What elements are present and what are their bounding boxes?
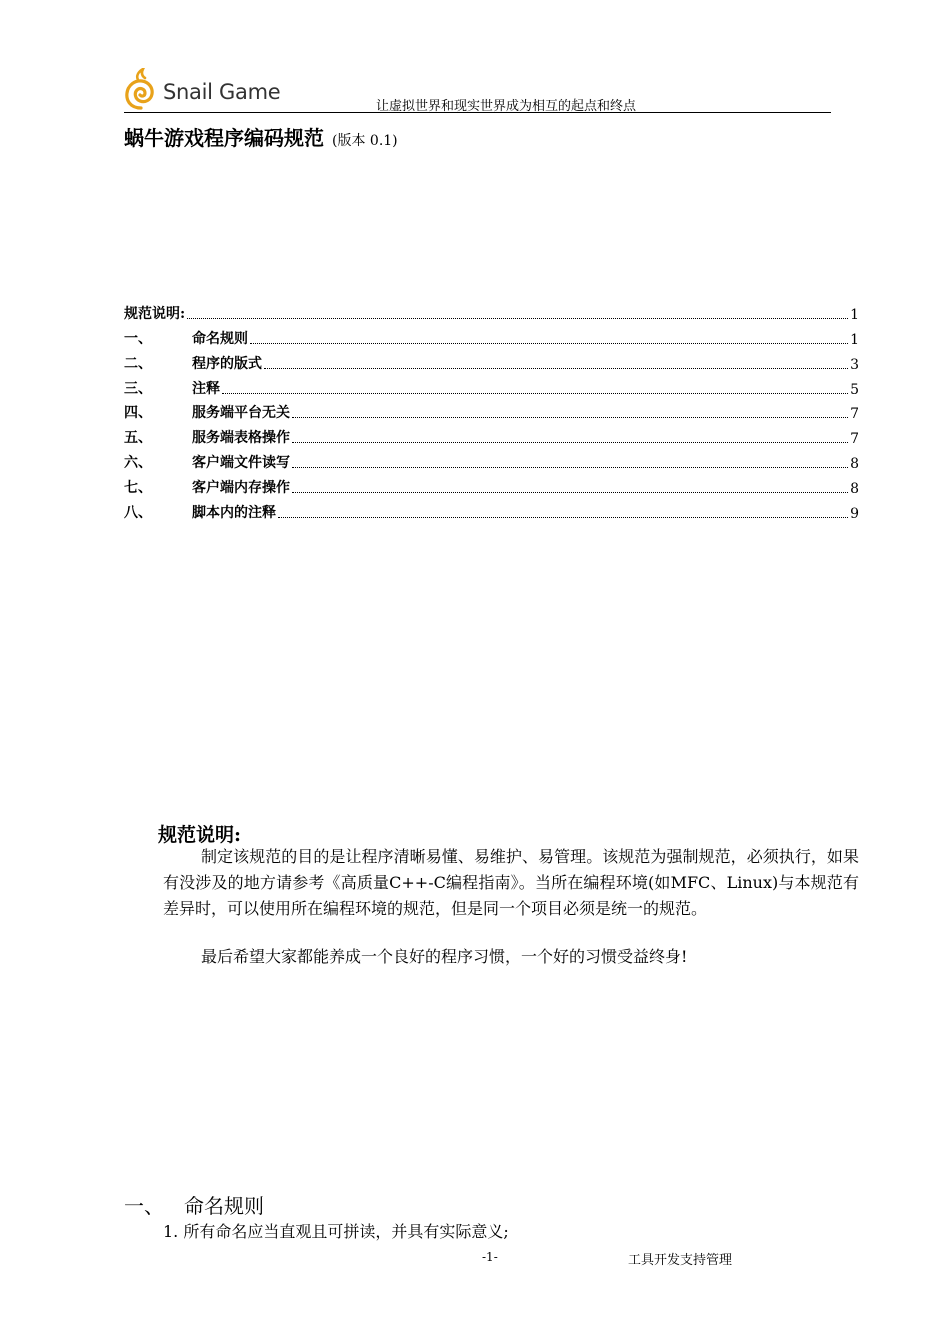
toc-entry[interactable]	[124, 348, 859, 373]
toc-entry[interactable]	[124, 497, 859, 522]
toc-leader	[292, 442, 848, 443]
toc-page-number: 7	[850, 431, 859, 448]
section-heading	[124, 1190, 264, 1219]
toc-number: 六、	[124, 455, 152, 472]
snail-game-logo	[124, 68, 294, 110]
toc-label: 服务端表格操作	[192, 430, 290, 447]
toc-entry[interactable]	[124, 298, 859, 323]
toc-leader	[187, 318, 848, 319]
toc-leader	[250, 343, 848, 344]
toc-entry[interactable]	[124, 422, 859, 447]
toc-label: 程序的版式	[192, 355, 262, 372]
toc-leader	[264, 368, 848, 369]
toc-number: 一、	[124, 330, 152, 347]
snail-spiral-icon	[124, 68, 158, 110]
toc-page-number: 9	[850, 506, 859, 523]
logo-text: Snail Game	[163, 80, 281, 104]
spec-heading: 规范说明:	[158, 824, 242, 846]
table-of-contents	[124, 298, 859, 522]
toc-number: 四、	[124, 405, 152, 422]
spec-closing-paragraph: 最后希望大家都能养成一个良好的程序习惯，一个好的习惯受益终身!	[201, 947, 688, 966]
toc-leader	[292, 467, 848, 468]
spec-paragraph: 制定该规范的目的是让程序清晰易懂、易维护、易管理。该规范为强制规范，必须执行，如果有没涉及的地方请参考《高质量C++-C编程指南》。当所在编程环境(如MFC、Linux)与本规范有差异时，可以使用所在编程环境的规范，但是同一个项目必须是统一的规范。	[163, 847, 859, 918]
toc-page-number: 7	[850, 406, 859, 423]
document-title-text: 蜗牛游戏程序编码规范	[124, 126, 324, 150]
toc-entry[interactable]	[124, 447, 859, 472]
toc-label: 规范说明:	[124, 305, 186, 322]
section-number: 一、	[124, 1194, 164, 1218]
toc-leader	[292, 417, 848, 418]
toc-label: 注释	[192, 380, 220, 397]
toc-number: 七、	[124, 480, 152, 497]
toc-label: 脚本内的注释	[192, 505, 276, 522]
footer-department: 工具开发支持管理	[628, 1253, 733, 1268]
header-slogan: 让虚拟世界和现实世界成为相互的起点和终点	[376, 99, 637, 114]
list-item: 1. 所有命名应当直观且可拼读，并具有实际意义;	[163, 1222, 509, 1241]
footer-page-number: -1-	[482, 1250, 498, 1264]
toc-page-number: 3	[850, 356, 859, 373]
toc-entry[interactable]	[124, 373, 859, 398]
toc-number: 二、	[124, 355, 152, 372]
toc-label: 客户端文件读写	[192, 455, 290, 472]
toc-number: 五、	[124, 430, 152, 447]
toc-leader	[278, 517, 848, 518]
toc-page-number: 8	[850, 481, 859, 498]
document-title	[124, 122, 398, 151]
toc-leader	[292, 492, 848, 493]
toc-entry[interactable]	[124, 323, 859, 348]
toc-label: 命名规则	[192, 330, 248, 347]
toc-label: 客户端内存操作	[192, 480, 290, 497]
section-title: 命名规则	[184, 1194, 264, 1218]
toc-number: 三、	[124, 380, 152, 397]
toc-label: 服务端平台无关	[192, 405, 290, 422]
toc-entry[interactable]	[124, 398, 859, 423]
header-divider	[124, 112, 831, 113]
toc-page-number: 5	[850, 381, 859, 398]
toc-page-number: 1	[850, 306, 859, 323]
toc-entry[interactable]	[124, 472, 859, 497]
toc-page-number: 1	[850, 331, 859, 348]
document-version: (版本 0.1)	[332, 133, 398, 149]
toc-leader	[222, 393, 848, 394]
toc-page-number: 8	[850, 456, 859, 473]
toc-number: 八、	[124, 505, 152, 522]
